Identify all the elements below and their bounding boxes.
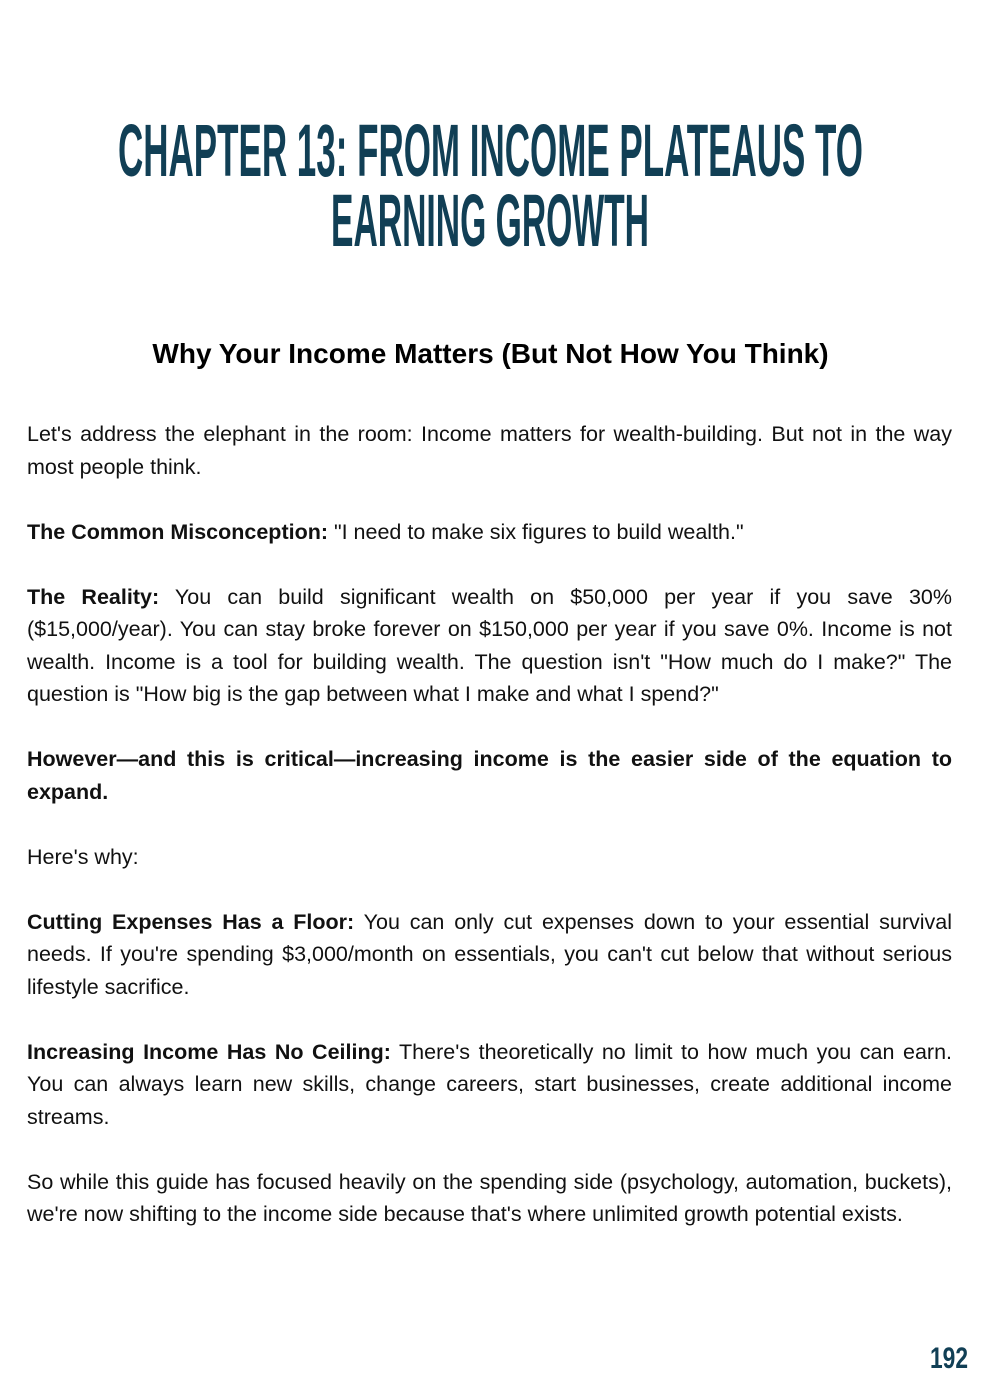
paragraph-text: "I need to make six figures to build wealth." [328, 519, 744, 544]
paragraph-text: You can only cut expenses down to your essential survival needs. If you're spending $3,000/month on essentials, you can't cut below that without serious lifestyle sacrifice. [27, 909, 952, 999]
paragraph-lead: Cutting Expenses Has a Floor: [27, 909, 355, 934]
paragraph-text: Let's address the elephant in the room: Income matters for wealth-building. But not in the way most people think. [27, 422, 952, 479]
paragraph-text: So while this guide has focused heavily on the spending side (psychology, automation, buckets), we're now shifting to the income side because that's where unlimited growth potential exists. [27, 1169, 952, 1226]
paragraph [27, 1166, 952, 1231]
paragraph [27, 743, 952, 808]
paragraph [27, 516, 952, 549]
page-number [930, 1340, 970, 1374]
body-text [27, 418, 952, 1263]
paragraph [27, 418, 952, 483]
paragraph-lead: The Common Misconception: [27, 519, 328, 544]
chapter-title [118, 109, 863, 262]
paragraph-lead: Increasing Income Has No Ceiling: [27, 1039, 391, 1064]
paragraph-text: Here's why: [27, 844, 139, 869]
paragraph [27, 906, 952, 1004]
section-heading: Why Your Income Matters (But Not How You Think) [152, 338, 829, 369]
paragraph-lead: However—and this is critical—increasing income is the easier side of the equation to expand. [27, 747, 952, 804]
chapter-title-graphic [118, 109, 863, 262]
page-number-text: 192 [930, 1342, 968, 1375]
paragraph [27, 841, 952, 874]
paragraph-text: You can build significant wealth on $50,000 per year if you save 30% ($15,000/year). You can stay broke forever on $150,000 per year if you save 0%. Income is not wealth. Income is a tool for building wealth. The question isn't "How much do I make?" The question is "How big is the gap between what I make and what I spend?" [27, 584, 952, 706]
paragraph [27, 1036, 952, 1134]
chapter-title-line-1: CHAPTER 13: FROM INCOME PLATEAUS TO [118, 109, 863, 192]
page-number-graphic [930, 1340, 970, 1374]
paragraph [27, 581, 952, 711]
paragraph-text: There's theoretically no limit to how much you can earn. You can always learn new skills, change careers, start businesses, create additional income streams. [27, 1039, 952, 1129]
paragraph-lead: The Reality: [27, 584, 160, 609]
chapter-title-line-2: EARNING GROWTH [331, 179, 649, 262]
